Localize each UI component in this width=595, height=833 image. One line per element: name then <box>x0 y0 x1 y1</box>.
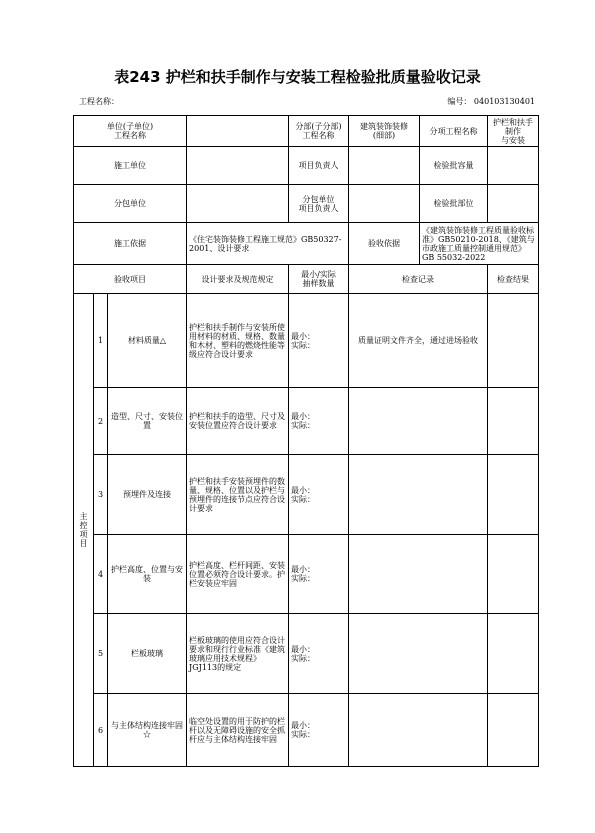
sample-actual-label: 实际： <box>291 421 316 430</box>
sub-project-value[interactable]: 建筑装饰装修 (细部) <box>349 116 420 147</box>
row-result[interactable] <box>488 455 539 535</box>
row-item-name: 造型、尺寸、安装位置 <box>108 388 187 455</box>
row-item-name: 与主体结构连接牢固☆ <box>108 694 187 767</box>
group-label-main-control: 主控项目 <box>74 294 94 767</box>
subcontractor-label: 分包单位 <box>74 185 187 223</box>
row-record[interactable]: 质量证明文件齐全，通过进场验收 <box>349 294 488 388</box>
table-row <box>74 455 539 535</box>
row-result[interactable] <box>488 535 539 614</box>
row-requirement: 护栏和扶手的造型、尺寸及安装位置应符合设计要求 <box>187 388 289 455</box>
sub-project-label: 分部(子分部) 工程名称 <box>289 116 349 147</box>
col-record-label: 检查记录 <box>349 265 488 294</box>
row-record[interactable] <box>349 614 488 694</box>
basis-label: 施工依据 <box>74 223 187 265</box>
row-number: 4 <box>94 535 108 614</box>
row-sample[interactable] <box>289 535 349 614</box>
row-item-name: 栏板玻璃 <box>108 614 187 694</box>
row-requirement: 护栏和扶手安装预埋件的数量、规格、位置以及护栏与预埋件的连接节点应符合设计要求 <box>187 455 289 535</box>
page-title: 表243 护栏和扶手制作与安装工程检验批质量验收记录 <box>114 68 481 86</box>
table-row <box>74 294 539 388</box>
batch-capacity-value[interactable] <box>488 147 539 185</box>
sample-actual-label: 实际： <box>291 730 316 739</box>
acceptance-basis-value: 《建筑装饰装修工程质量验收标准》GB50210-2018、《建筑与市政施工质量控制通用规范》GB 55032-2022 <box>420 223 539 265</box>
row-result[interactable] <box>488 694 539 767</box>
sample-min-label: 最小： <box>291 721 316 730</box>
project-manager-value[interactable] <box>349 147 420 185</box>
row-number: 1 <box>94 294 108 388</box>
row-sample[interactable] <box>289 455 349 535</box>
col-result-label: 检查结果 <box>488 265 539 294</box>
row-number: 6 <box>94 694 108 767</box>
col-sample-label: 最小/实际 抽样数量 <box>289 265 349 294</box>
row-number: 2 <box>94 388 108 455</box>
sample-actual-label: 实际： <box>291 494 316 504</box>
sub-manager-label: 分包单位 项目负责人 <box>289 185 349 223</box>
row-requirement: 临空处设置的用于防护的栏杆以及无障碍设施的安全抓杆应与主体结构连接牢固 <box>187 694 289 767</box>
sample-actual-label: 实际： <box>291 574 316 583</box>
row-record[interactable] <box>349 388 488 455</box>
row-number: 3 <box>94 455 108 535</box>
sample-actual-label: 实际： <box>291 653 316 663</box>
header-row-4 <box>74 223 539 265</box>
header-row-3 <box>74 185 539 223</box>
header-row-1 <box>74 116 539 147</box>
acceptance-basis-label: 验收依据 <box>349 223 420 265</box>
row-sample[interactable] <box>289 294 349 388</box>
row-result[interactable] <box>488 294 539 388</box>
row-requirement: 护栏和扶手制作与安装所使用材料的材质、规格、数量和木材、塑料的燃烧性能等级应符合设计要求 <box>187 294 289 388</box>
col-requirement-label: 设计要求及规范规定 <box>187 265 289 294</box>
row-requirement: 栏板玻璃的使用应符合设计要求和现行行业标准《建筑玻璃应用技术规程》JGJ113的规定 <box>187 614 289 694</box>
col-item-label: 验收项目 <box>74 265 187 294</box>
sub-manager-value[interactable] <box>349 185 420 223</box>
project-name-label: 工程名称： <box>79 97 119 106</box>
item-project-label: 分项工程名称 <box>420 116 488 147</box>
table-row <box>74 694 539 767</box>
project-manager-label: 项目负责人 <box>289 147 349 185</box>
row-sample[interactable] <box>289 614 349 694</box>
code-line <box>447 96 535 107</box>
inspection-form <box>73 115 539 767</box>
code-label: 编号： <box>447 97 472 106</box>
batch-location-label: 检验批部位 <box>420 185 488 223</box>
row-item-name: 护栏高度、位置与安装 <box>108 535 187 614</box>
row-record[interactable] <box>349 694 488 767</box>
construction-unit-value[interactable] <box>187 147 289 185</box>
sample-min-label: 最小： <box>291 644 316 654</box>
row-sample[interactable] <box>289 388 349 455</box>
table-row <box>74 388 539 455</box>
row-result[interactable] <box>488 388 539 455</box>
column-header-row <box>74 265 539 294</box>
row-number: 5 <box>94 614 108 694</box>
sample-min-label: 最小： <box>291 485 316 495</box>
table-row <box>74 614 539 694</box>
row-record[interactable] <box>349 535 488 614</box>
item-project-value[interactable]: 护栏和扶手制作 与安装 <box>488 116 539 147</box>
unit-project-value[interactable] <box>187 116 289 147</box>
construction-unit-label: 施工单位 <box>74 147 187 185</box>
row-sample[interactable] <box>289 694 349 767</box>
batch-capacity-label: 检验批容量 <box>420 147 488 185</box>
row-requirement: 护栏高度、栏杆间距、安装位置必须符合设计要求。护栏安装应牢固 <box>187 535 289 614</box>
row-result[interactable] <box>488 614 539 694</box>
row-record[interactable] <box>349 455 488 535</box>
table-row <box>74 535 539 614</box>
header-row-2 <box>74 147 539 185</box>
sample-min-label: 最小： <box>291 331 316 341</box>
unit-project-label: 单位(子单位) 工程名称 <box>74 116 187 147</box>
sample-actual-label: 实际： <box>291 340 316 350</box>
basis-value: 《住宅装饰装修工程施工规范》GB50327-2001、设计要求 <box>187 223 349 265</box>
code-value: 040103130401 <box>473 97 535 106</box>
row-item-name: 材料质量△ <box>108 294 187 388</box>
batch-location-value[interactable] <box>488 185 539 223</box>
subcontractor-value[interactable] <box>187 185 289 223</box>
row-item-name: 预埋件及连接 <box>108 455 187 535</box>
sample-min-label: 最小： <box>291 412 316 421</box>
sample-min-label: 最小： <box>291 565 316 574</box>
